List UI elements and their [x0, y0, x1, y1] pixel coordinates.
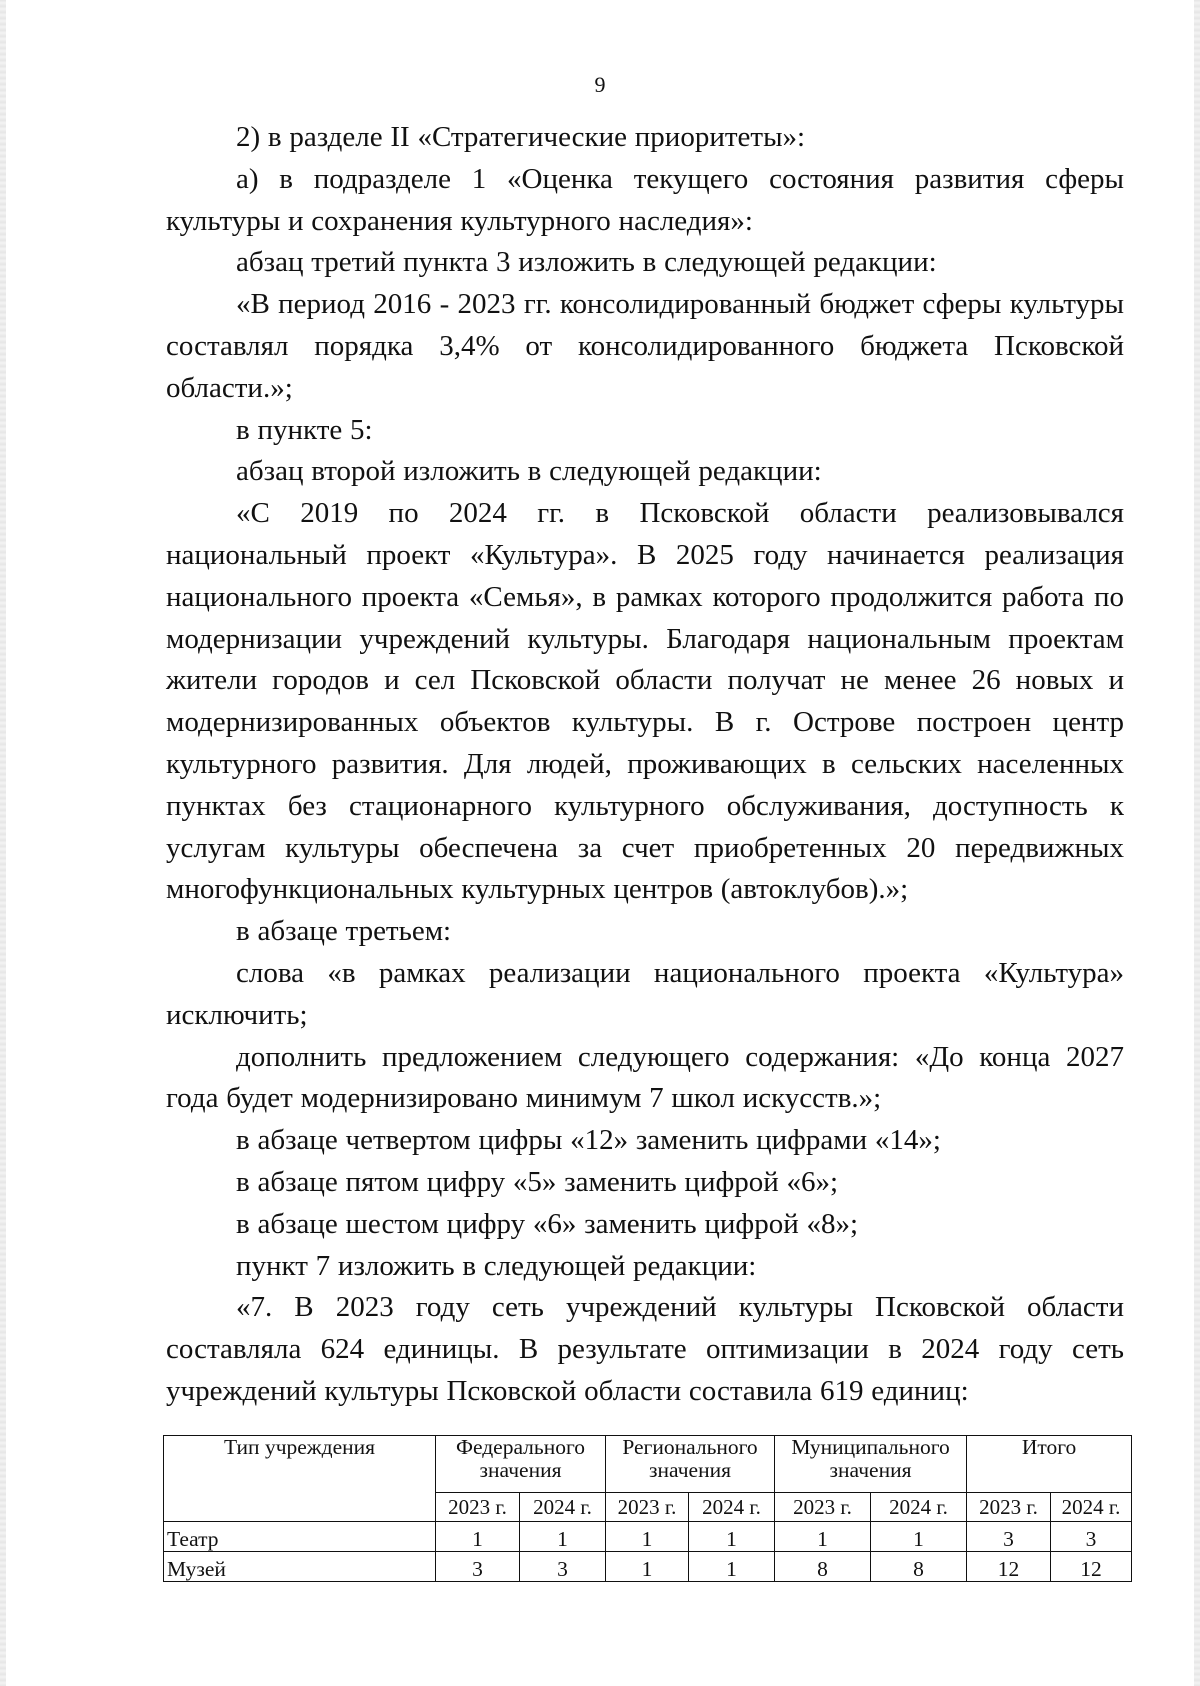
institutions-table: [163, 1435, 1132, 1582]
paragraph: а) в подразделе 1 «Оценка текущего состояния развития сферы культуры и сохранения культурного наследия»:: [166, 162, 1124, 237]
header-federal: Федерального значения: [436, 1436, 606, 1493]
paragraph: слова «в рамках реализации национального проекта «Культура» исключить;: [166, 956, 1124, 1031]
header-year: 2024 г.: [520, 1493, 606, 1522]
table-cell: 1: [775, 1522, 871, 1552]
table-row: [164, 1552, 1132, 1582]
header-institution-type: Тип учреждения: [164, 1436, 436, 1522]
paragraph: пункт 7 изложить в следующей редакции:: [236, 1249, 757, 1282]
header-year: 2024 г.: [689, 1493, 775, 1522]
paragraph: абзац третий пункта 3 изложить в следующей редакции:: [236, 246, 937, 279]
table-cell: 8: [871, 1552, 967, 1582]
table-cell: 1: [689, 1552, 775, 1582]
table-cell: 1: [436, 1522, 520, 1552]
table-cell: 1: [871, 1522, 967, 1552]
paragraph: в абзаце пятом цифру «5» заменить цифрой «6»;: [236, 1165, 839, 1198]
table-cell: 1: [606, 1522, 689, 1552]
header-year: 2023 г.: [775, 1493, 871, 1522]
row-name: Музей: [164, 1552, 436, 1582]
paragraph: 2) в разделе II «Стратегические приоритеты»:: [236, 121, 806, 153]
header-year: 2023 г.: [967, 1493, 1051, 1522]
table-cell: 1: [520, 1522, 606, 1552]
table-cell: 8: [775, 1552, 871, 1582]
table-cell: 3: [1051, 1522, 1132, 1552]
table-header-row: [164, 1436, 1132, 1493]
header-regional: Регионального значения: [606, 1436, 775, 1493]
paragraph: абзац второй изложить в следующей редакции:: [236, 455, 822, 488]
paragraph: «7. В 2023 году сеть учреждений культуры Псковской области составляла 624 единицы. В результате оптимизации в 2024 году сеть учреждений культуры Псковской области составила 619 единиц:: [166, 1291, 1124, 1407]
header-year: 2023 г.: [436, 1493, 520, 1522]
page-number: 9: [594, 72, 606, 97]
table-row: [164, 1522, 1132, 1552]
document-body: [166, 117, 1124, 1413]
paragraph: в пункте 5:: [236, 413, 373, 446]
table-cell: 12: [1051, 1552, 1132, 1582]
paragraph: в абзаце шестом цифру «6» заменить цифрой «8»;: [236, 1207, 859, 1240]
table-cell: 3: [967, 1522, 1051, 1552]
table-cell: 3: [436, 1552, 520, 1582]
header-year: 2024 г.: [1051, 1493, 1132, 1522]
row-name: Театр: [164, 1522, 436, 1552]
table-cell: 12: [967, 1552, 1051, 1582]
paragraph: дополнить предложением следующего содержания: «До конца 2027 года будет модернизировано минимум 7 школ искусств.»;: [166, 1040, 1124, 1115]
paragraph: в абзаце четвертом цифры «12» заменить цифрами «14»;: [236, 1124, 941, 1157]
header-total: Итого: [967, 1436, 1132, 1493]
header-year: 2023 г.: [606, 1493, 689, 1522]
header-year: 2024 г.: [871, 1493, 967, 1522]
header-municipal: Муниципального значения: [775, 1436, 967, 1493]
paragraph: в абзаце третьем:: [236, 915, 452, 948]
scan-edge-left: [0, 0, 6, 1686]
paragraph: «В период 2016 - 2023 гг. консолидированный бюджет сферы культуры составлял порядка 3,4% от консолидированного бюджета Псковской области.»;: [166, 288, 1124, 404]
table-cell: 3: [520, 1552, 606, 1582]
table-cell: 1: [606, 1552, 689, 1582]
table-cell: 1: [689, 1522, 775, 1552]
paragraph: «С 2019 по 2024 гг. в Псковской области реализовывался национальный проект «Культура». В 2025 году начинается реализация национального проекта «Семья», в рамках которого продолжится работа по модернизации учреждений культуры. Благодаря национальным проектам жители городов и сел Псковской области получат не менее 26 новых и модернизированных объектов культуры. В г. Острове построен центр культурного развития. Для людей, проживающих в сельских населенных пунктах без стационарного культурного обслуживания, доступность к услугам культуры обеспечена за счет приобретенных 20 передвижных многофункциональных культурных центров (автоклубов).»;: [166, 497, 1124, 906]
scan-edge-right: [1194, 0, 1200, 1686]
